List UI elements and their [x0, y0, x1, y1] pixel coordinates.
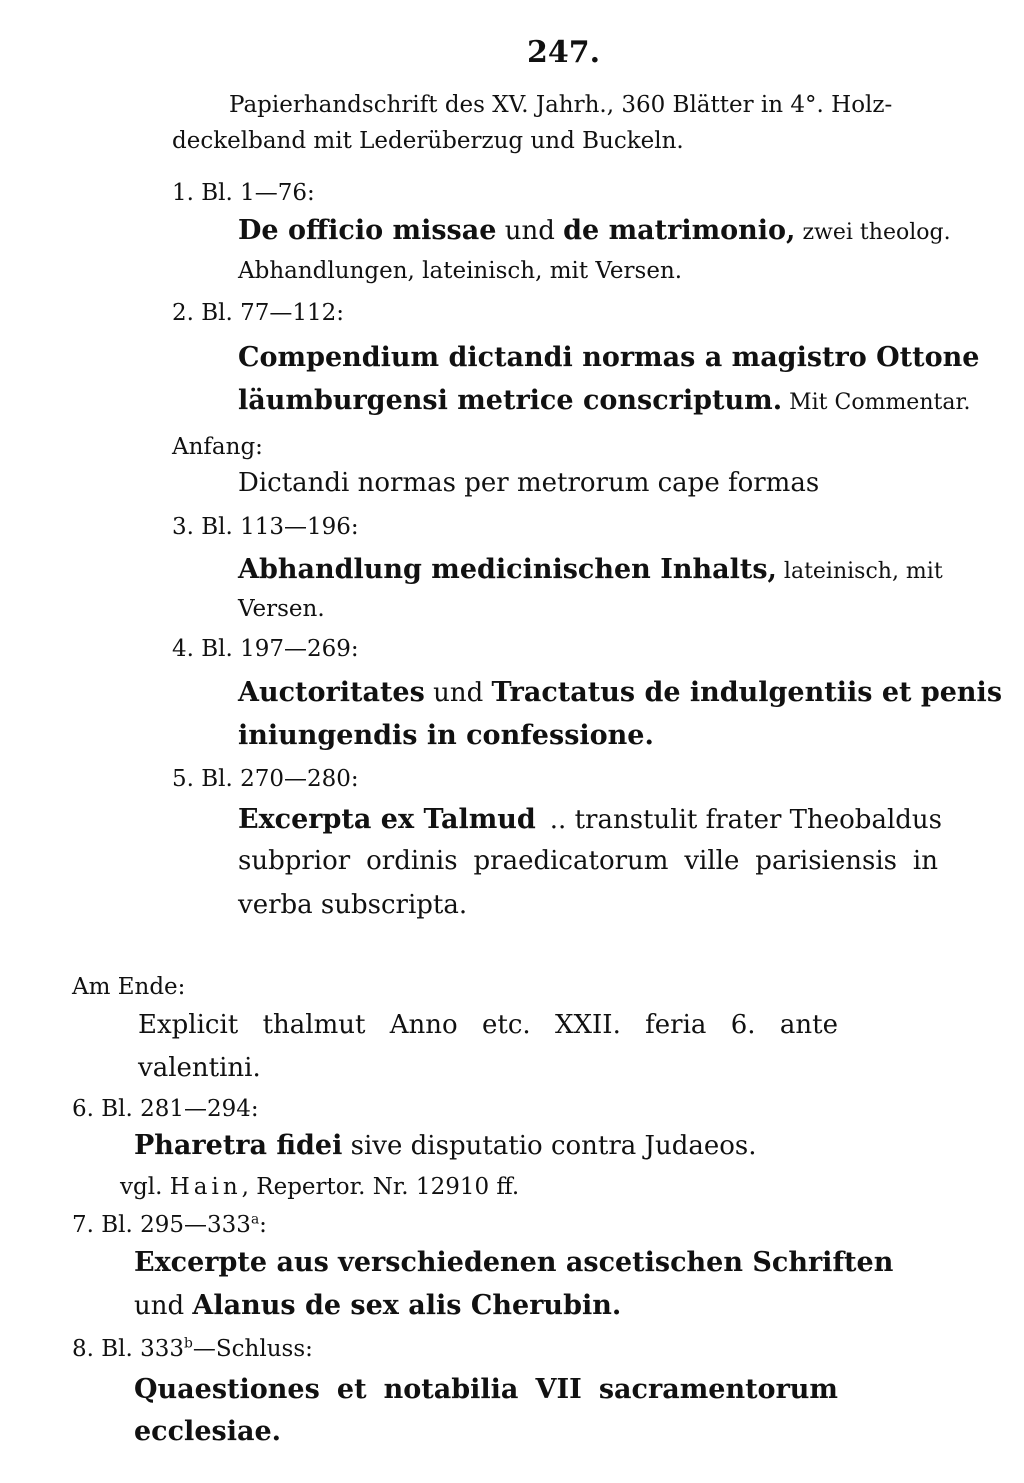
entry-7-heading-sup: a: [250, 1211, 260, 1228]
entry-8-heading-rest: —Schluss:: [192, 1336, 313, 1362]
entry-1-title-a: De officio missae: [238, 215, 497, 246]
entry-2-heading: 2. Bl. 77—112:: [172, 300, 345, 326]
entry-2-title-line-2: [238, 387, 971, 414]
entry-3-heading: 3. Bl. 113—196:: [172, 514, 359, 540]
entry-7-title-line-1: Excerpte aus verschiedenen ascetischen Schriften: [134, 1247, 894, 1278]
entry-5-heading: 5. Bl. 270—280:: [172, 766, 359, 792]
entry-1-desc-a: zwei theolog.: [795, 220, 951, 245]
entry-4-title-line-1: [238, 679, 1002, 706]
entry-3-desc-a: lateinisch, mit: [776, 559, 943, 584]
entry-3-title-line-1: [238, 556, 942, 583]
entry-5-desc-b: subprior ordinis praedicatorum ville parisiensis in: [238, 846, 938, 876]
entry-2-title-line-1: Compendium dictandi normas a magistro Ottone: [238, 342, 980, 373]
entry-6-title: Pharetra fidei: [134, 1130, 343, 1161]
intro-line-1: Papierhandschrift des XV. Jahrh., 360 Blätter in 4°. Holz-: [229, 92, 893, 118]
entry-7-heading: [72, 1211, 267, 1238]
am-ende-label: Am Ende:: [72, 974, 186, 1000]
entry-5-desc-a: .. transtulit frater Theobaldus: [549, 805, 942, 835]
entry-2-title-b: läumburgensi metrice conscriptum.: [238, 385, 783, 416]
am-ende-line-2: valentini.: [138, 1053, 261, 1083]
entry-3-desc-b: Versen.: [238, 596, 325, 622]
entry-5-title: Excerpta ex Talmud: [238, 804, 536, 835]
entry-6-ref-post: , Repertor. Nr. 12910 ff.: [241, 1174, 520, 1200]
entry-7-title-b: Alanus de sex alis Cherubin.: [192, 1290, 622, 1321]
entry-7-title-line-2: [134, 1292, 621, 1319]
entry-6-ref-author: Hain: [169, 1174, 242, 1200]
entry-8-title-line-2: ecclesiae.: [134, 1416, 282, 1447]
entry-1-connector: und: [496, 216, 564, 246]
entry-1-desc-b: Abhandlungen, lateinisch, mit Versen.: [238, 258, 683, 284]
entry-6-reference: [120, 1176, 519, 1199]
entry-8-title-line-1: Quaestiones et notabilia VII sacramentorum: [134, 1374, 838, 1405]
entry-6-desc: sive disputatio contra Judaeos.: [342, 1131, 757, 1161]
am-ende-line-1: Explicit thalmut Anno etc. XXII. feria 6. ante: [138, 1010, 838, 1040]
entry-1-heading: 1. Bl. 1—76:: [172, 180, 315, 206]
entry-4-heading: 4. Bl. 197—269:: [172, 636, 359, 662]
entry-2-anfang-label: Anfang:: [172, 434, 263, 460]
entry-5-title-line-1: [238, 806, 942, 833]
intro-line-2: deckelband mit Lederüberzug und Buckeln.: [172, 128, 684, 154]
entry-6-title-line-1: [134, 1132, 757, 1159]
entry-8-heading: [72, 1335, 313, 1362]
entry-3-title: Abhandlung medicinischen Inhalts,: [238, 554, 777, 585]
entry-7-connector: und: [134, 1291, 193, 1321]
entry-2-anfang-text: Dictandi normas per metrorum cape formas: [238, 468, 820, 498]
entry-1-title-line-1: [238, 215, 951, 246]
entry-4-title-line-2: iniungendis in confessione.: [238, 720, 654, 751]
entry-4-title-b: Tractatus de indulgentiis et penis: [491, 677, 1003, 708]
entry-4-connector: und: [424, 678, 492, 708]
entry-7-heading-text: 7. Bl. 295—333: [72, 1212, 251, 1238]
entry-8-heading-text: 8. Bl. 333: [72, 1336, 185, 1362]
entry-7-heading-colon: :: [259, 1212, 267, 1238]
entry-6-ref-pre: vgl.: [120, 1174, 170, 1200]
entry-4-title-a: Auctoritates: [238, 677, 425, 708]
entry-6-heading: 6. Bl. 281—294:: [72, 1096, 259, 1122]
entry-8-heading-sup: b: [184, 1335, 193, 1352]
entry-2-note: Mit Commentar.: [782, 390, 971, 415]
entry-5-desc-c: verba subscripta.: [238, 890, 468, 920]
entry-1-title-b: de matrimonio,: [563, 215, 796, 246]
page-number: 247.: [527, 35, 601, 70]
